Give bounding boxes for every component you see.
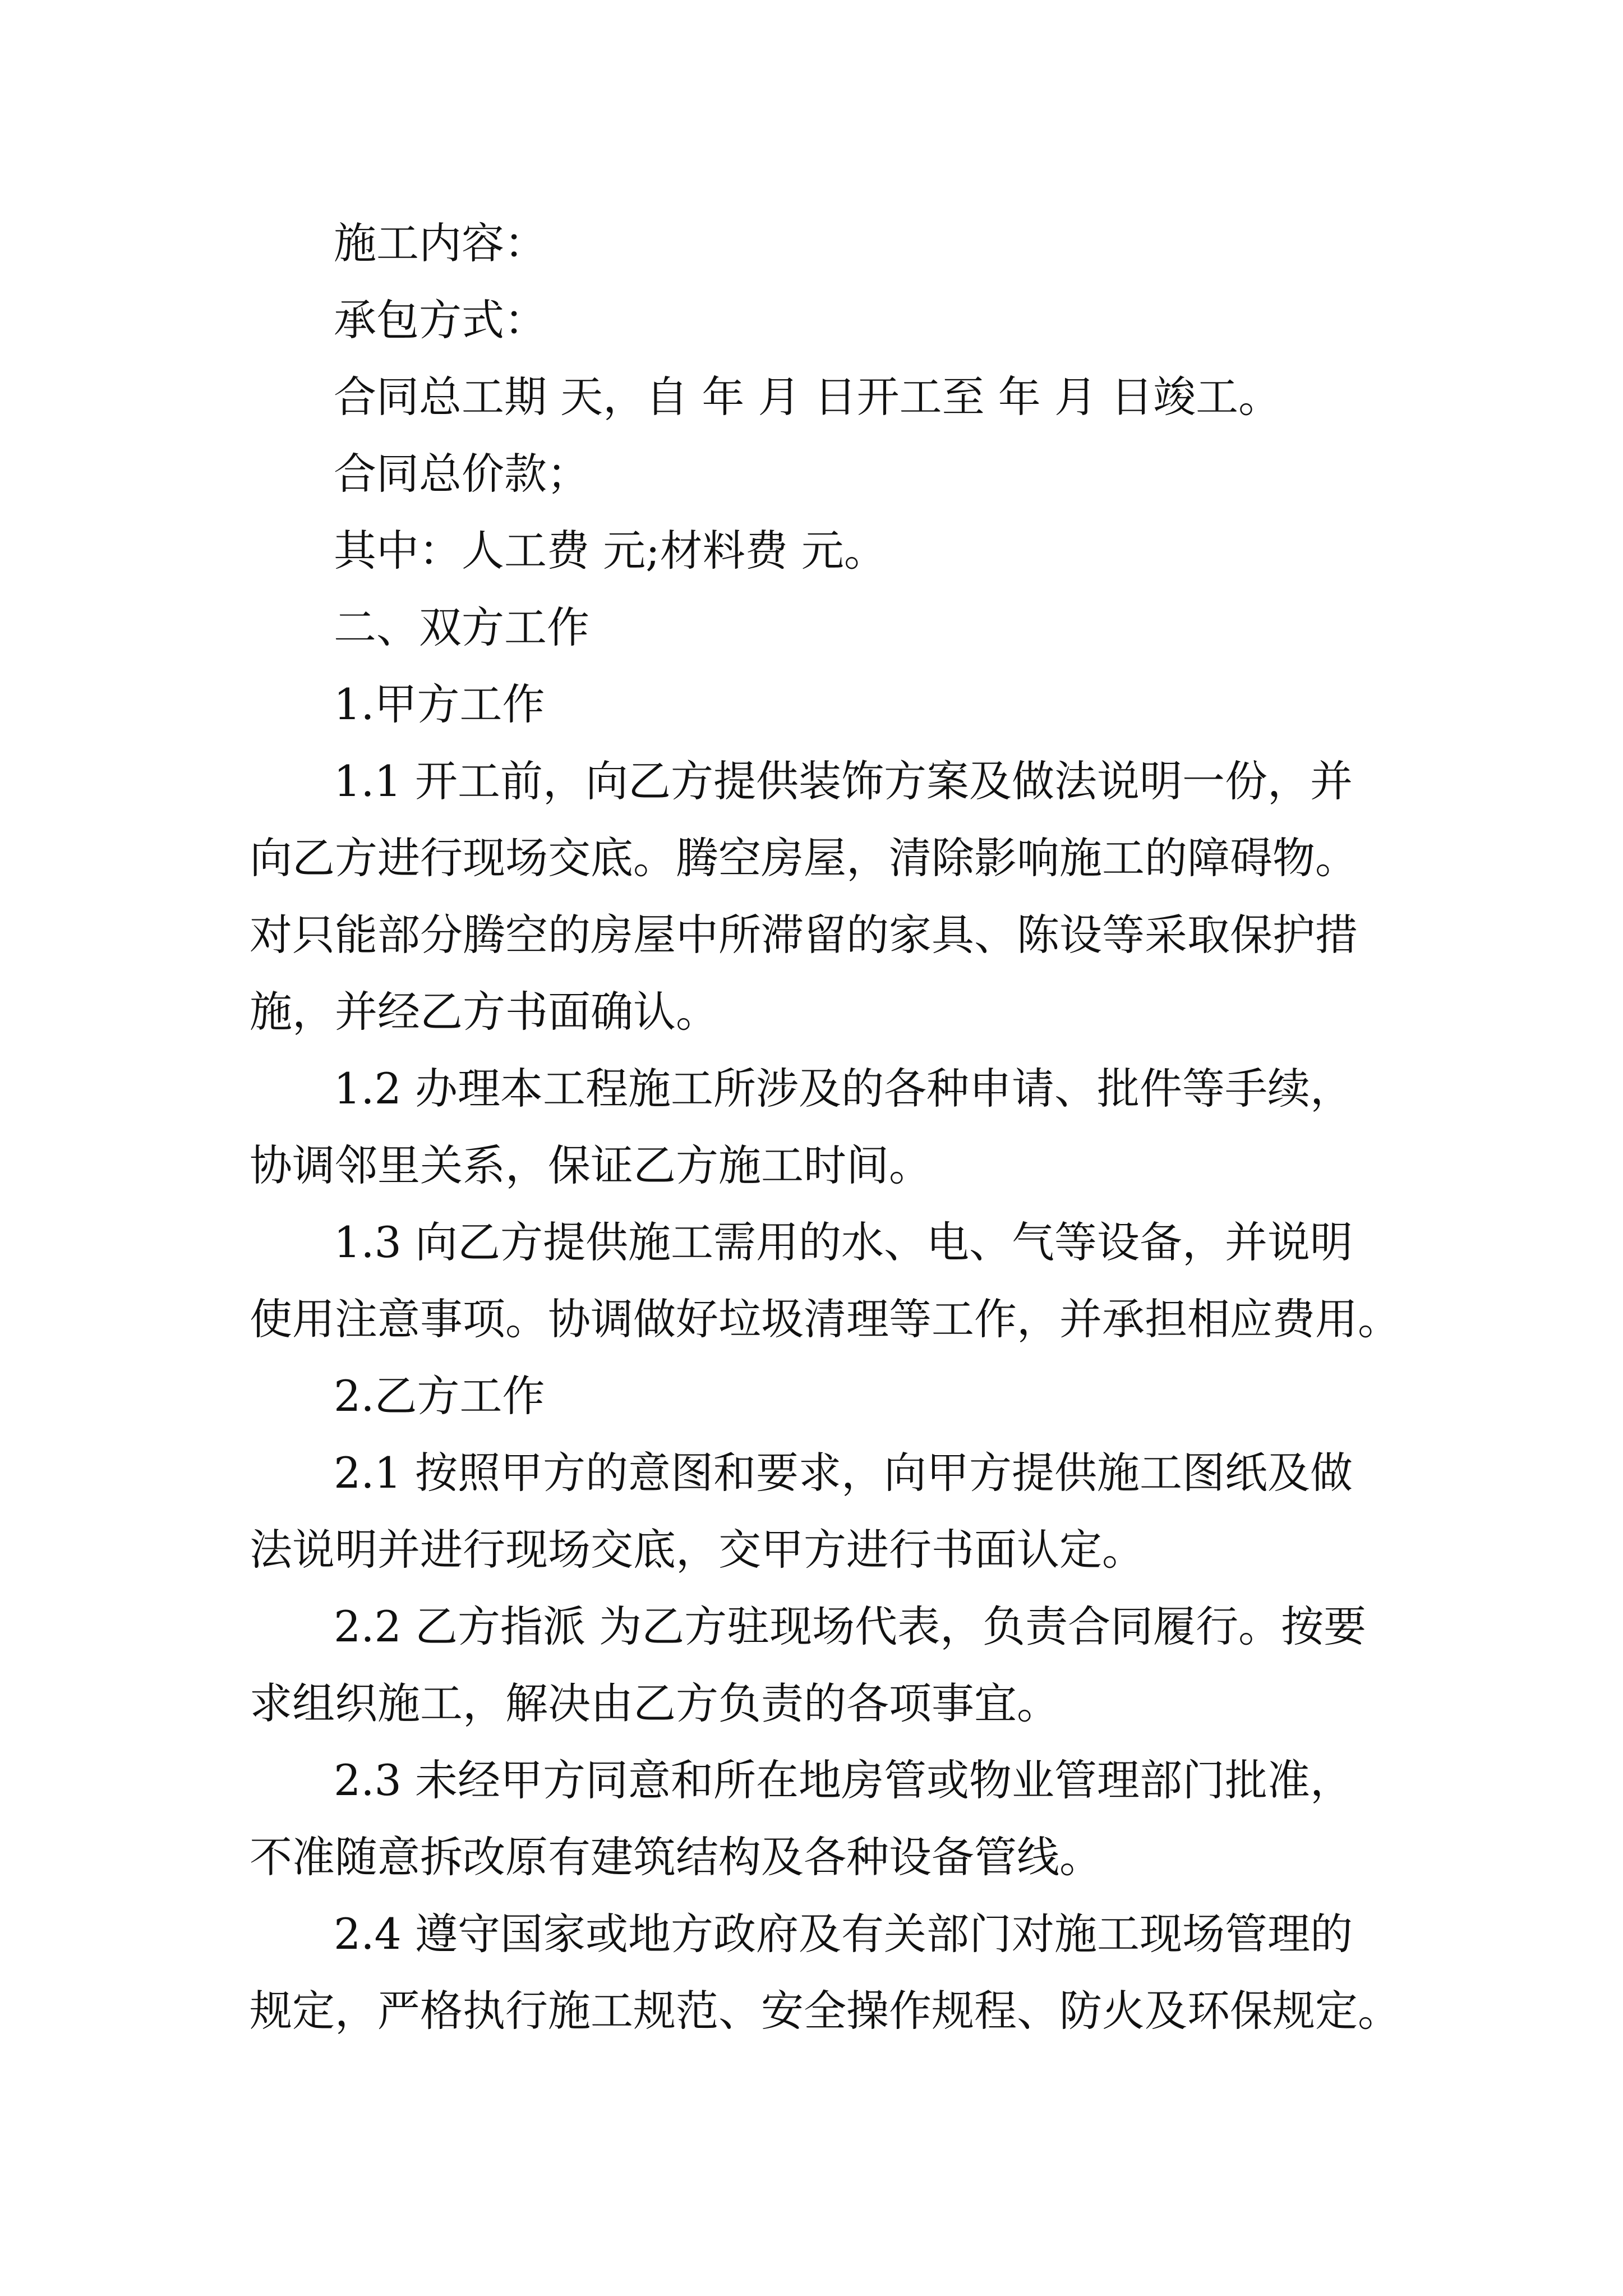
section-heading-duties: 二、双方工作: [334, 602, 589, 652]
line-total-duration: 合同总工期 天，自 年 月 日开工至 年 月 日竣工。: [334, 372, 1281, 422]
line-total-price: 合同总价款；: [334, 449, 589, 499]
subsection-heading-party-b: 2.乙方工作: [334, 1371, 545, 1421]
subsection-heading-party-a: 1.甲方工作: [334, 679, 545, 729]
paragraph-line: 法说明并进行现场交底，交甲方进行书面认定。: [250, 1525, 1145, 1575]
document-body: [250, 205, 1400, 2049]
paragraph-line: 使用注意事项。协调做好垃圾清理等工作，并承担相应费用。: [250, 1294, 1400, 1344]
paragraph-line: 2.2 乙方指派 为乙方驻现场代表，负责合同履行。按要: [334, 1602, 1367, 1651]
paragraph-line: 2.3 未经甲方同意和所在地房管或物业管理部门批准，: [334, 1755, 1353, 1805]
paragraph-line: 2.4 遵守国家或地方政府及有关部门对施工现场管理的: [334, 1909, 1353, 1959]
paragraph-line: 协调邻里关系，保证乙方施工时间。: [250, 1140, 932, 1190]
paragraph-line: 1.2 办理本工程施工所涉及的各种申请、批件等手续，: [334, 1064, 1353, 1114]
line-construction-content: 施工内容：: [334, 218, 547, 268]
line-contract-method: 承包方式：: [334, 295, 547, 345]
paragraph-line: 求组织施工，解决由乙方负责的各项事宜。: [250, 1678, 1059, 1728]
paragraph-line: 施，并经乙方书面确认。: [250, 987, 718, 1037]
paragraph-line: 向乙方进行现场交底。腾空房屋，清除影响施工的障碍物。: [250, 833, 1358, 883]
paragraph-line: 2.1 按照甲方的意图和要求，向甲方提供施工图纸及做: [334, 1448, 1353, 1498]
paragraph-line: 1.3 向乙方提供施工需用的水、电、气等设备，并说明: [334, 1217, 1353, 1267]
paragraph-line: 1.1 开工前，向乙方提供装饰方案及做法说明一份，并: [334, 756, 1353, 806]
paragraph-line: 不准随意拆改原有建筑结构及各种设备管线。: [250, 1832, 1102, 1882]
paragraph-line: 规定，严格执行施工规范、安全操作规程、防火及环保规定。: [250, 1986, 1400, 2036]
paragraph-line: 对只能部分腾空的房屋中所滞留的家具、陈设等采取保护措: [250, 910, 1358, 960]
line-cost-breakdown: 其中：人工费 元;材料费 元。: [334, 526, 887, 576]
